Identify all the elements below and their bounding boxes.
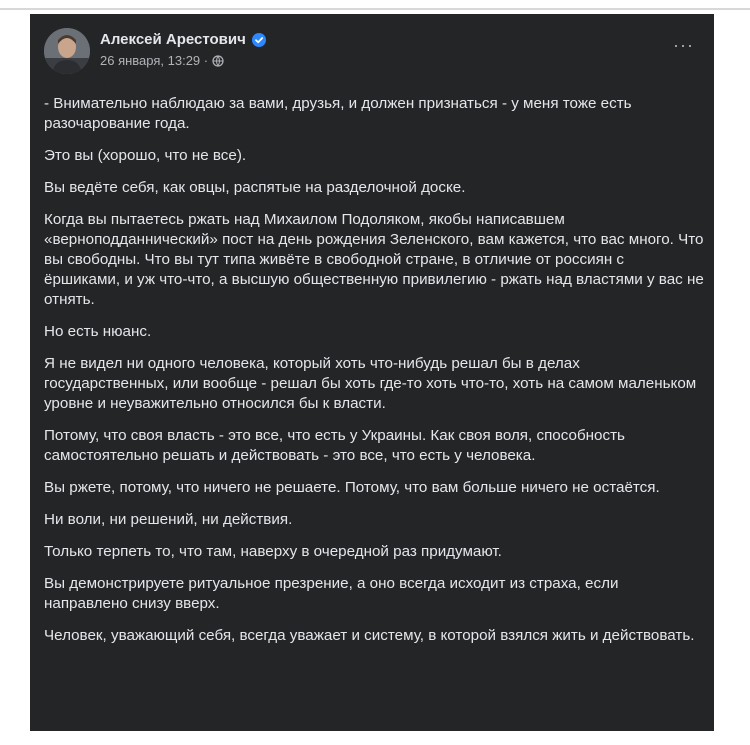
post-paragraph: Это вы (хорошо, что не все). (44, 147, 247, 164)
post-meta (100, 53, 224, 68)
post-body (44, 94, 704, 658)
facebook-post (30, 14, 714, 731)
top-divider (0, 8, 750, 10)
post-paragraph: Человек, уважающий себя, всегда уважает и систему, в которой взялся жить и действовать. (44, 627, 695, 644)
post-header (44, 28, 700, 84)
post-timestamp[interactable]: 26 января, 13:29 · (100, 53, 209, 68)
post-paragraph: Потому, что своя власть - это все, что есть у Украины. Как своя воля, способность самостоятельно решать и действовать - это все, что есть у человека. (44, 427, 625, 464)
post-paragraph: Вы ведёте себя, как овцы, распятые на разделочной доске. (44, 179, 466, 196)
verified-badge-icon (252, 33, 266, 47)
post-paragraph: Ни воли, ни решений, ни действия. (44, 511, 293, 528)
avatar[interactable] (44, 28, 90, 74)
post-paragraph: Вы ржете, потому, что ничего не решаете. Потому, что вам больше ничего не остаётся. (44, 479, 660, 496)
author-name[interactable]: Алексей Арестович (100, 31, 246, 48)
post-paragraph: Но есть нюанс. (44, 323, 152, 340)
post-paragraph: Я не видел ни одного человека, который хоть что-нибудь решал бы в делах государственных, или вообще - решал бы хоть где-то хоть что-то, хоть на самом маленьком уровне и неуважительно относился бы к власти. (44, 355, 697, 412)
author-name-row (100, 31, 266, 48)
post-paragraph: - Внимательно наблюдаю за вами, друзья, и должен признаться - у меня тоже есть разочарование года. (44, 95, 632, 132)
more-options-icon[interactable]: ··· (673, 35, 694, 55)
post-paragraph: Вы демонстрируете ритуальное презрение, а оно всегда исходит из страха, если направлено снизу вверх. (44, 575, 619, 612)
post-paragraph: Когда вы пытаетесь ржать над Михаилом Подоляком, якобы написавшем «верноподданнический» пост на день рождения Зеленского, вам кажется, что вас много. Что вы свободны. Что вы тут типа живёте в свободной стране, в отличие от россиян с ёршиками, и уж что-что, а высшую общественную привилегию - ржать над властями у вас не отнять. (44, 211, 704, 308)
post-paragraph: Только терпеть то, что там, наверху в очередной раз придумают. (44, 543, 502, 560)
globe-icon (212, 55, 224, 67)
avatar-photo (44, 28, 90, 74)
